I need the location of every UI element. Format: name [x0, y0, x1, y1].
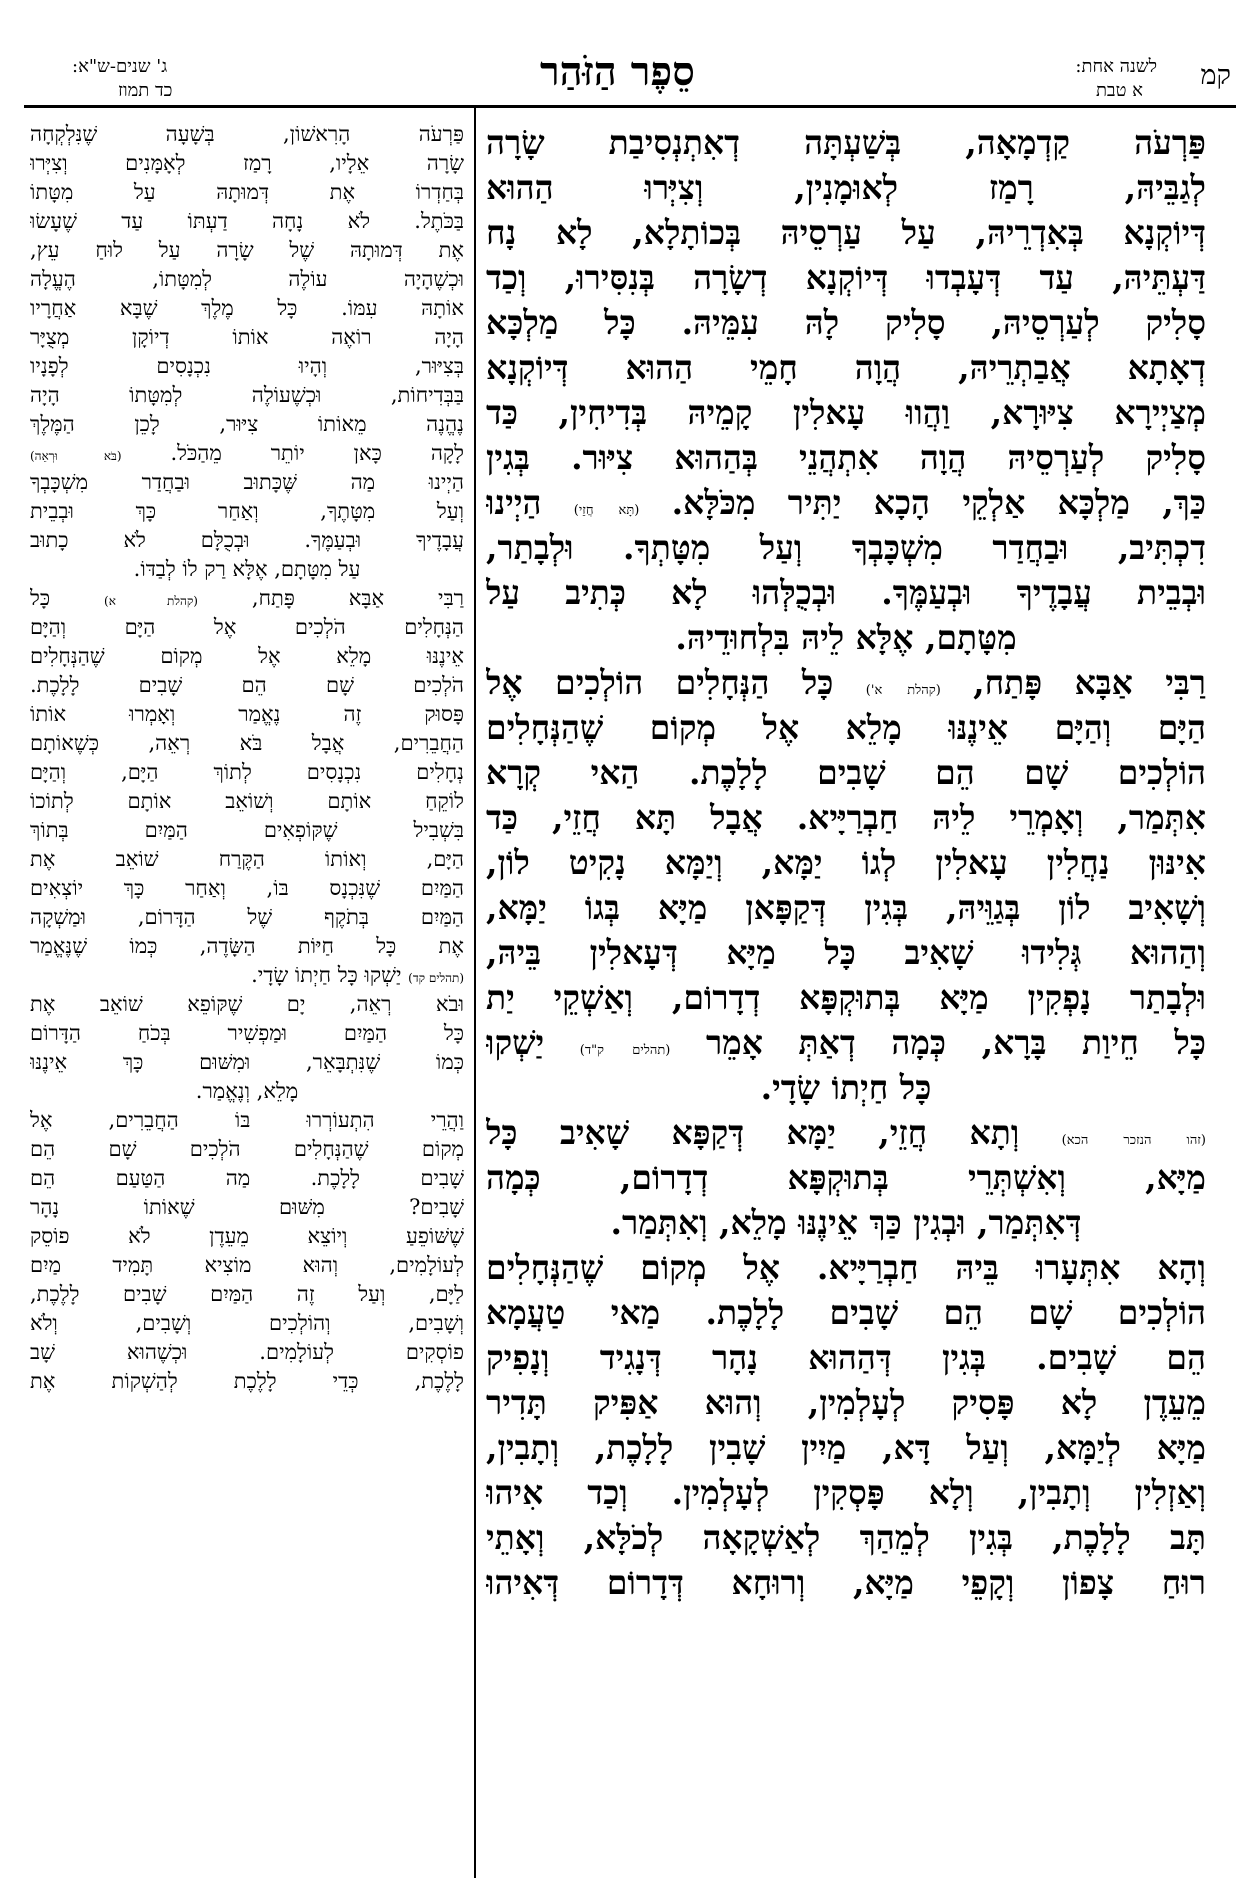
translation-text-line: בְּחַדְרוֹ אֶת דְּמוּתָהּ עַל מִטָּתוֹ	[30, 180, 464, 204]
translation-text-line: וּכְשֶׁהָיָה עוֹלֶה לְמִטָּתוֹ, הֶעֱלָה	[30, 267, 464, 291]
main-text-line: אִינּוּן נַחֲלִין עָאלִין לְגוֹ יַמָּא, וְיַמָּא נָקִיט לוֹן,	[486, 843, 1206, 882]
source-reference: (קהלת א)	[104, 594, 198, 608]
translation-text-line: אֵינֶנּוּ מָלֵא אֶל מְקוֹם שֶׁהַנְּחָלִים	[30, 644, 464, 668]
main-text-line: לְגַבֵּיהּ, רָמַז לְאוּמָנִין, וְצִיְּרוּ הַהוּא	[486, 168, 1206, 207]
translation-text-line: שָׁבִים לָלָכֶת. מַה הַטַּעַם הֵם	[30, 1166, 464, 1190]
translation-text-line: הַיְינוּ מַה שֶּׁכָּתוּב וּבַחֲדַר מִשְׁכָּבְךָ	[30, 470, 464, 494]
schedule-three-year: ג' שנים-ש"א:	[72, 56, 168, 77]
translation-text-line: הָיָה רוֹאֶה אוֹתוֹ דְיוֹקָן מְצֻיָּר	[30, 325, 464, 349]
main-text-line: דְאָתָא אֲבַתְרֵיהּ, הֲוָה חָמֵי הַהוּא דְּיוֹקְנָא	[486, 348, 1206, 387]
translation-text-line: שָׂרָה אֵלָיו, רָמַז לְאָמָּנִים וְצִיְּרוּ	[30, 151, 464, 175]
translation-text-line: מְקוֹם שֶׁהַנְּחָלִים הֹלְכִים שָׁם הֵם	[30, 1137, 464, 1161]
main-text-line: הֵם שָׁבִים. בְּגִין דְּהַהוּא נָהָר דְּנָגִיד וְנָפִיק	[486, 1338, 1206, 1377]
main-text-line: מַיָּא, וְאִשְׁתְּרֵי בְּתוּקְפָּא דְדָרוֹם, כְּמָה	[486, 1158, 1206, 1197]
main-text-line: מִטָּתָם, אֶלָּא לֵיהּ בִּלְחוּדֵיהּ.	[675, 618, 1017, 657]
source-reference: (תָּא חֲזֵי)	[573, 503, 640, 518]
main-text-line: וְהַהוּא גְּלִידוּ שָׁאִיב כָּל מַיָּא דְּעָאלִין בֵּיהּ,	[486, 933, 1206, 972]
translation-text-line: הַנְּחָלִים הֹלְכִים אֶל הַיָּם וְהַיָּם	[30, 615, 464, 639]
translation-text-line: נֶהֱנֶה מֵאוֹתוֹ צִיּוּר, לָכֵן הַמֶּלֶךְ	[30, 412, 464, 436]
main-text-line: פַּרְעֹה קַדְמָאָה, בְּשַׁעְתָּה דְאִתְנְסִיבַת שָׂרָה	[486, 123, 1206, 162]
header-rule	[24, 105, 1236, 108]
translation-text-line: פָּסוּק זֶה נֶאֱמַר וְאָמְרוּ אוֹתוֹ	[30, 702, 464, 726]
translation-text-line: לוֹקֵחַ אוֹתָם וְשׁוֹאֵב אוֹתָם לְתוֹכוֹ	[30, 789, 464, 813]
main-text-line: וְהָא אִתְּעָרוּ בֵּיהּ חַבְרַיָּיא. אֶל מְקוֹם שֶׁהַנְּחָלִים	[486, 1248, 1206, 1287]
translation-text-line: בַּכֹּתֶל. לֹא נָחָה דַעְתּוֹ עַד שֶׁעָשׂוּ	[30, 209, 464, 233]
main-text-line: כָּל חֵיוַת בָּרָא, כְּמָה דְאַתְּ אָמֵר (תהלים ק"ד) יַשְׁקוּ	[486, 1023, 1206, 1062]
date-one-year: א טבת	[1095, 80, 1143, 101]
main-text-line: הַיָּם וְהַיָּם אֵינֶנּוּ מָלֵא אֶל מְקוֹם שֶׁהַנְּחָלִים	[486, 708, 1206, 747]
translation-text-line: וַהֲרֵי הִתְעוֹרְרוּ בּוֹ הַחֲבֵרִים, אֶל	[30, 1108, 464, 1132]
translation-text-line: אוֹתָהּ עִמּוֹ. כָּל מֶלֶךְ שֶׁבָּא אַחֲרָיו	[30, 296, 464, 320]
main-text-line: רַבִּי אַבָּא פָּתַח, (קהלת א') כָּל הַנְּחָלִים הוֹלְכִים אֶל	[486, 663, 1206, 702]
translation-text-line: הֹלְכִים שָׁם הֵם שָׁבִים לָלָכֶת.	[30, 673, 464, 697]
translation-text-line: בִּשְׁבִיל שֶׁקּוֹפְאִים הַמַּיִם בְּתוֹךְ	[30, 818, 464, 842]
translation-text-line: אֶת דְּמוּתָהּ שֶׁל שָׂרָה עַל לוּחַ עֵץ,	[30, 238, 464, 262]
translation-text-line: הַמַּיִם בְּתֹקֶף שֶׁל הַדָּרוֹם, וּמַשְׁקָה	[30, 905, 464, 929]
main-text-line: רוּחַ צָפוֹן וְקָפֵי מַיָּא, וְרוּחָא דְּדָרוֹם דְּאִיהוּ	[486, 1563, 1206, 1602]
translation-text-line: (תהלים קד) יַשְׁקוּ כָּל חַיְתוֹ שָׂדָי.	[251, 963, 464, 987]
page-letter: קמ	[1200, 60, 1231, 91]
main-text-line: דִכְתִּיב, וּבַחֲדַר מִשְׁכָּבְךָ וְעַל מִטָּתְךָ. וּלְבָתַר,	[486, 528, 1206, 567]
main-text-line: כַּךְ, מַלְכָּא אַלְקֵי הָכָא יַתִּיר מִכֹּלָּא. (תָּא חֲזֵי) הַיְינוּ	[486, 483, 1206, 522]
date-three-year: כד תמוז	[118, 80, 173, 101]
translation-text-line: נְחָלִים נִכְנָסִים לְתוֹךְ הַיָּם, וְהַיָּם	[30, 760, 464, 784]
main-text-line: מֵעֵדֶן לָא פָּסִיק לְעָלְמִין, וְהוּא אַפִּיק תָּדִיר	[486, 1383, 1206, 1422]
main-text-line: סָלִיק לְעַרְסֵיהּ הֲוָה אִתְהֲנֵי בְּהַהוּא צִיּוּר. בְּגִין	[486, 438, 1206, 477]
translation-text-line: לָקָה כָּאן יוֹתֵר מֵהַכֹּל. (בֹּא וּרְאֵה)	[30, 441, 464, 465]
main-text-line: כָּל חַיְתוֹ שָׂדָי.	[760, 1068, 932, 1107]
main-text-line: וּלְבָתַר נָפְקִין מַיָּא בְּתוּקְפָּא דְדָרוֹם, וְאַשְׁקֵי יַת	[486, 978, 1206, 1017]
translation-text-line: עַל מִטָּתָם, אֶלָּא רַק לוֹ לְבַדּוֹ.	[133, 557, 361, 581]
translation-text-line: לְעוֹלָמִים, וְהוּא מוֹצִיא תָּמִיד מַיִם	[30, 1253, 464, 1277]
translation-text-line: הַמַּיִם שֶׁנִּכְנָס בּוֹ, וְאַחַר כָּךְ יוֹצְאִים	[30, 876, 464, 900]
main-text-line: דַּעְתֵּיהּ, עַד דְּעָבְדוּ דְּיוֹקְנָא דְשָׂרָה בְּנִסִּירוּ, וְכַד	[486, 258, 1206, 297]
main-text-line: וּבְבֵית עֲבָדֶיךָ וּבְעַמֶּךָ. וּבְכֻלְּהוּ לָא כְּתִיב עַל	[486, 573, 1206, 612]
translation-text-line: עֲבָדֶיךָ וּבְעַמֶּךָ. וּבְכֻלָּם לֹא כָתוּב	[30, 528, 464, 552]
main-text-line: וְשָׁאִיב לוֹן בְּגַוֵּיהּ, בְּגִין דְּקַפָּאן מַיָּא בְּגוֹ יַמָּא,	[486, 888, 1206, 927]
translation-text-line: וּבֹא רְאֵה, יָם שֶׁקּוֹפֵא שׁוֹאֵב אֶת	[30, 992, 464, 1016]
translation-text-line: רַבִּי אַבָּא פָּתַח, (קהלת א) כָּל	[30, 586, 464, 610]
translation-text-line: שָׁבִים? מִשּׁוּם שֶׁאוֹתוֹ נָהָר	[30, 1195, 464, 1219]
translation-text-line: הַיָּם, וְאוֹתוֹ הַקֶּרַח שׁוֹאֵב אֶת	[30, 847, 464, 871]
column-divider	[474, 108, 476, 1878]
translation-text-line: לַיָּם, וְעַל זֶה הַמַּיִם שָׁבִים לָלֶכֶת,	[30, 1282, 464, 1306]
translation-text-line: כְּמוֹ שֶׁנִּתְבָּאֵר, וּמִשּׁוּם כָּךְ אֵינֶנּוּ	[30, 1050, 464, 1074]
main-text-line: מְצַיְירָא צִיּוּרָא, וַהֲווּ עָאלִין קָמֵיהּ בְּדִיחִין, כַּד	[486, 393, 1206, 432]
main-text-line: דְּיוֹקְנָא בְּאִדְרֵיהּ, עַל עַרְסֵיהּ בְּכוֹתָלָא, לָא נָח	[486, 213, 1206, 252]
translation-text-line: פַּרְעֹה הָרִאשׁוֹן, בְּשָׁעָה שֶׁנִּלְקְחָה	[30, 122, 464, 146]
translation-text-line: מָלֵא, וְנֶאֱמַר.	[195, 1079, 299, 1103]
source-reference: (קהלת א')	[865, 683, 941, 698]
source-reference: (בֹּא וּרְאֵה)	[30, 449, 122, 463]
translation-text-line: הַחֲבֵרִים, אֲבָל בֹּא רְאֵה, כְּשֶׁאוֹתָם	[30, 731, 464, 755]
translation-text-line: בַּבְּדִיחוֹת, וּכְשֶׁעוֹלֶה לְמִטָּתוֹ הָיָה	[30, 383, 464, 407]
source-reference: (תהלים ק"ד)	[579, 1043, 671, 1058]
translation-text-line: אֶת כָּל חַיּוֹת הַשָּׂדֶה, כְּמוֹ שֶׁנֶּאֱמַר	[30, 934, 464, 958]
main-text-line: דְּאִתְּמַר, וּבְגִין כַּךְ אֵינֶנּוּ מָלֵא, וְאִתְּמַר.	[610, 1203, 1082, 1242]
source-reference: (זהו הנזכר הכא)	[1061, 1133, 1206, 1148]
main-text-line: וְאַזְלִין וְתָבִין, וְלָא פָּסְקִין לְעָלְמִין. וְכַד אִיהוּ	[486, 1473, 1206, 1512]
main-text-line: סָלִיק לְעַרְסֵיהּ, סָלִיק לָהּ עִמֵּיהּ. כָּל מַלְכָּא	[486, 303, 1206, 342]
side-column-hebrew	[30, 120, 464, 1396]
main-text-line: תָּב לָלָכֶת, בְּגִין לְמֵהַךְ לְאַשְׁקָאָה לְכֹלָּא, וְאָתֵי	[486, 1518, 1206, 1557]
main-text-line: הוֹלְכִים שָׁם הֵם שָׁבִים לָלָכֶת. מַאי טַעֲמָא	[486, 1293, 1206, 1332]
translation-text-line: לָלֶכֶת, כְּדֵי לָלֶכֶת לְהַשְׁקוֹת אֶת	[30, 1369, 464, 1393]
main-text-line: (זהו הנזכר הכא) וְתָא חֲזֵי, יַמָּא דְּקַפָּא שָׁאִיב כָּל	[486, 1113, 1206, 1152]
main-column-aramaic	[486, 120, 1206, 1605]
translation-text-line: בְּצִיּוּר, וְהָיוּ נִכְנָסִים לְפָנָיו	[30, 354, 464, 378]
schedule-one-year: לשנה אחת:	[1075, 56, 1157, 77]
translation-text-line: שֶׁשּׁוֹפֵעַ וְיוֹצֵא מֵעֵדֶן לֹא פוֹסֵק	[30, 1224, 464, 1248]
translation-text-line: כָּל הַמַּיִם וּמַפְשִׁיר בְּכֹחַ הַדָּרוֹם	[30, 1021, 464, 1045]
source-reference: (תהלים קד)	[408, 971, 464, 985]
translation-text-line: וְעַל מִטָּתֶךָ, וְאַחַר כָּךְ וּבְבֵית	[30, 499, 464, 523]
book-title: סֵפֶר הַזֹּהַר	[540, 48, 695, 95]
main-text-line: הוֹלְכִים שָׁם הֵם שָׁבִים לָלָכֶת. הַאי קְרָא	[486, 753, 1206, 792]
main-text-line: אִתְּמַר, וְאָמְרֵי לֵיהּ חַבְרַיָּיא. אֲבָל תָּא חֲזֵי, כַּד	[486, 798, 1206, 837]
translation-text-line: וְשָׁבִים, וְהוֹלְכִים וְשָׁבִים, וְלֹא	[30, 1311, 464, 1335]
main-text-line: מַיָּא לְיַמָּא, וְעַל דָּא, מַיִין שָׁבִין לָלָכֶת, וְתָבִין,	[486, 1428, 1206, 1467]
translation-text-line: פוֹסְקִים לְעוֹלָמִים. וּכְשֶׁהוּא שָׁב	[30, 1340, 464, 1364]
